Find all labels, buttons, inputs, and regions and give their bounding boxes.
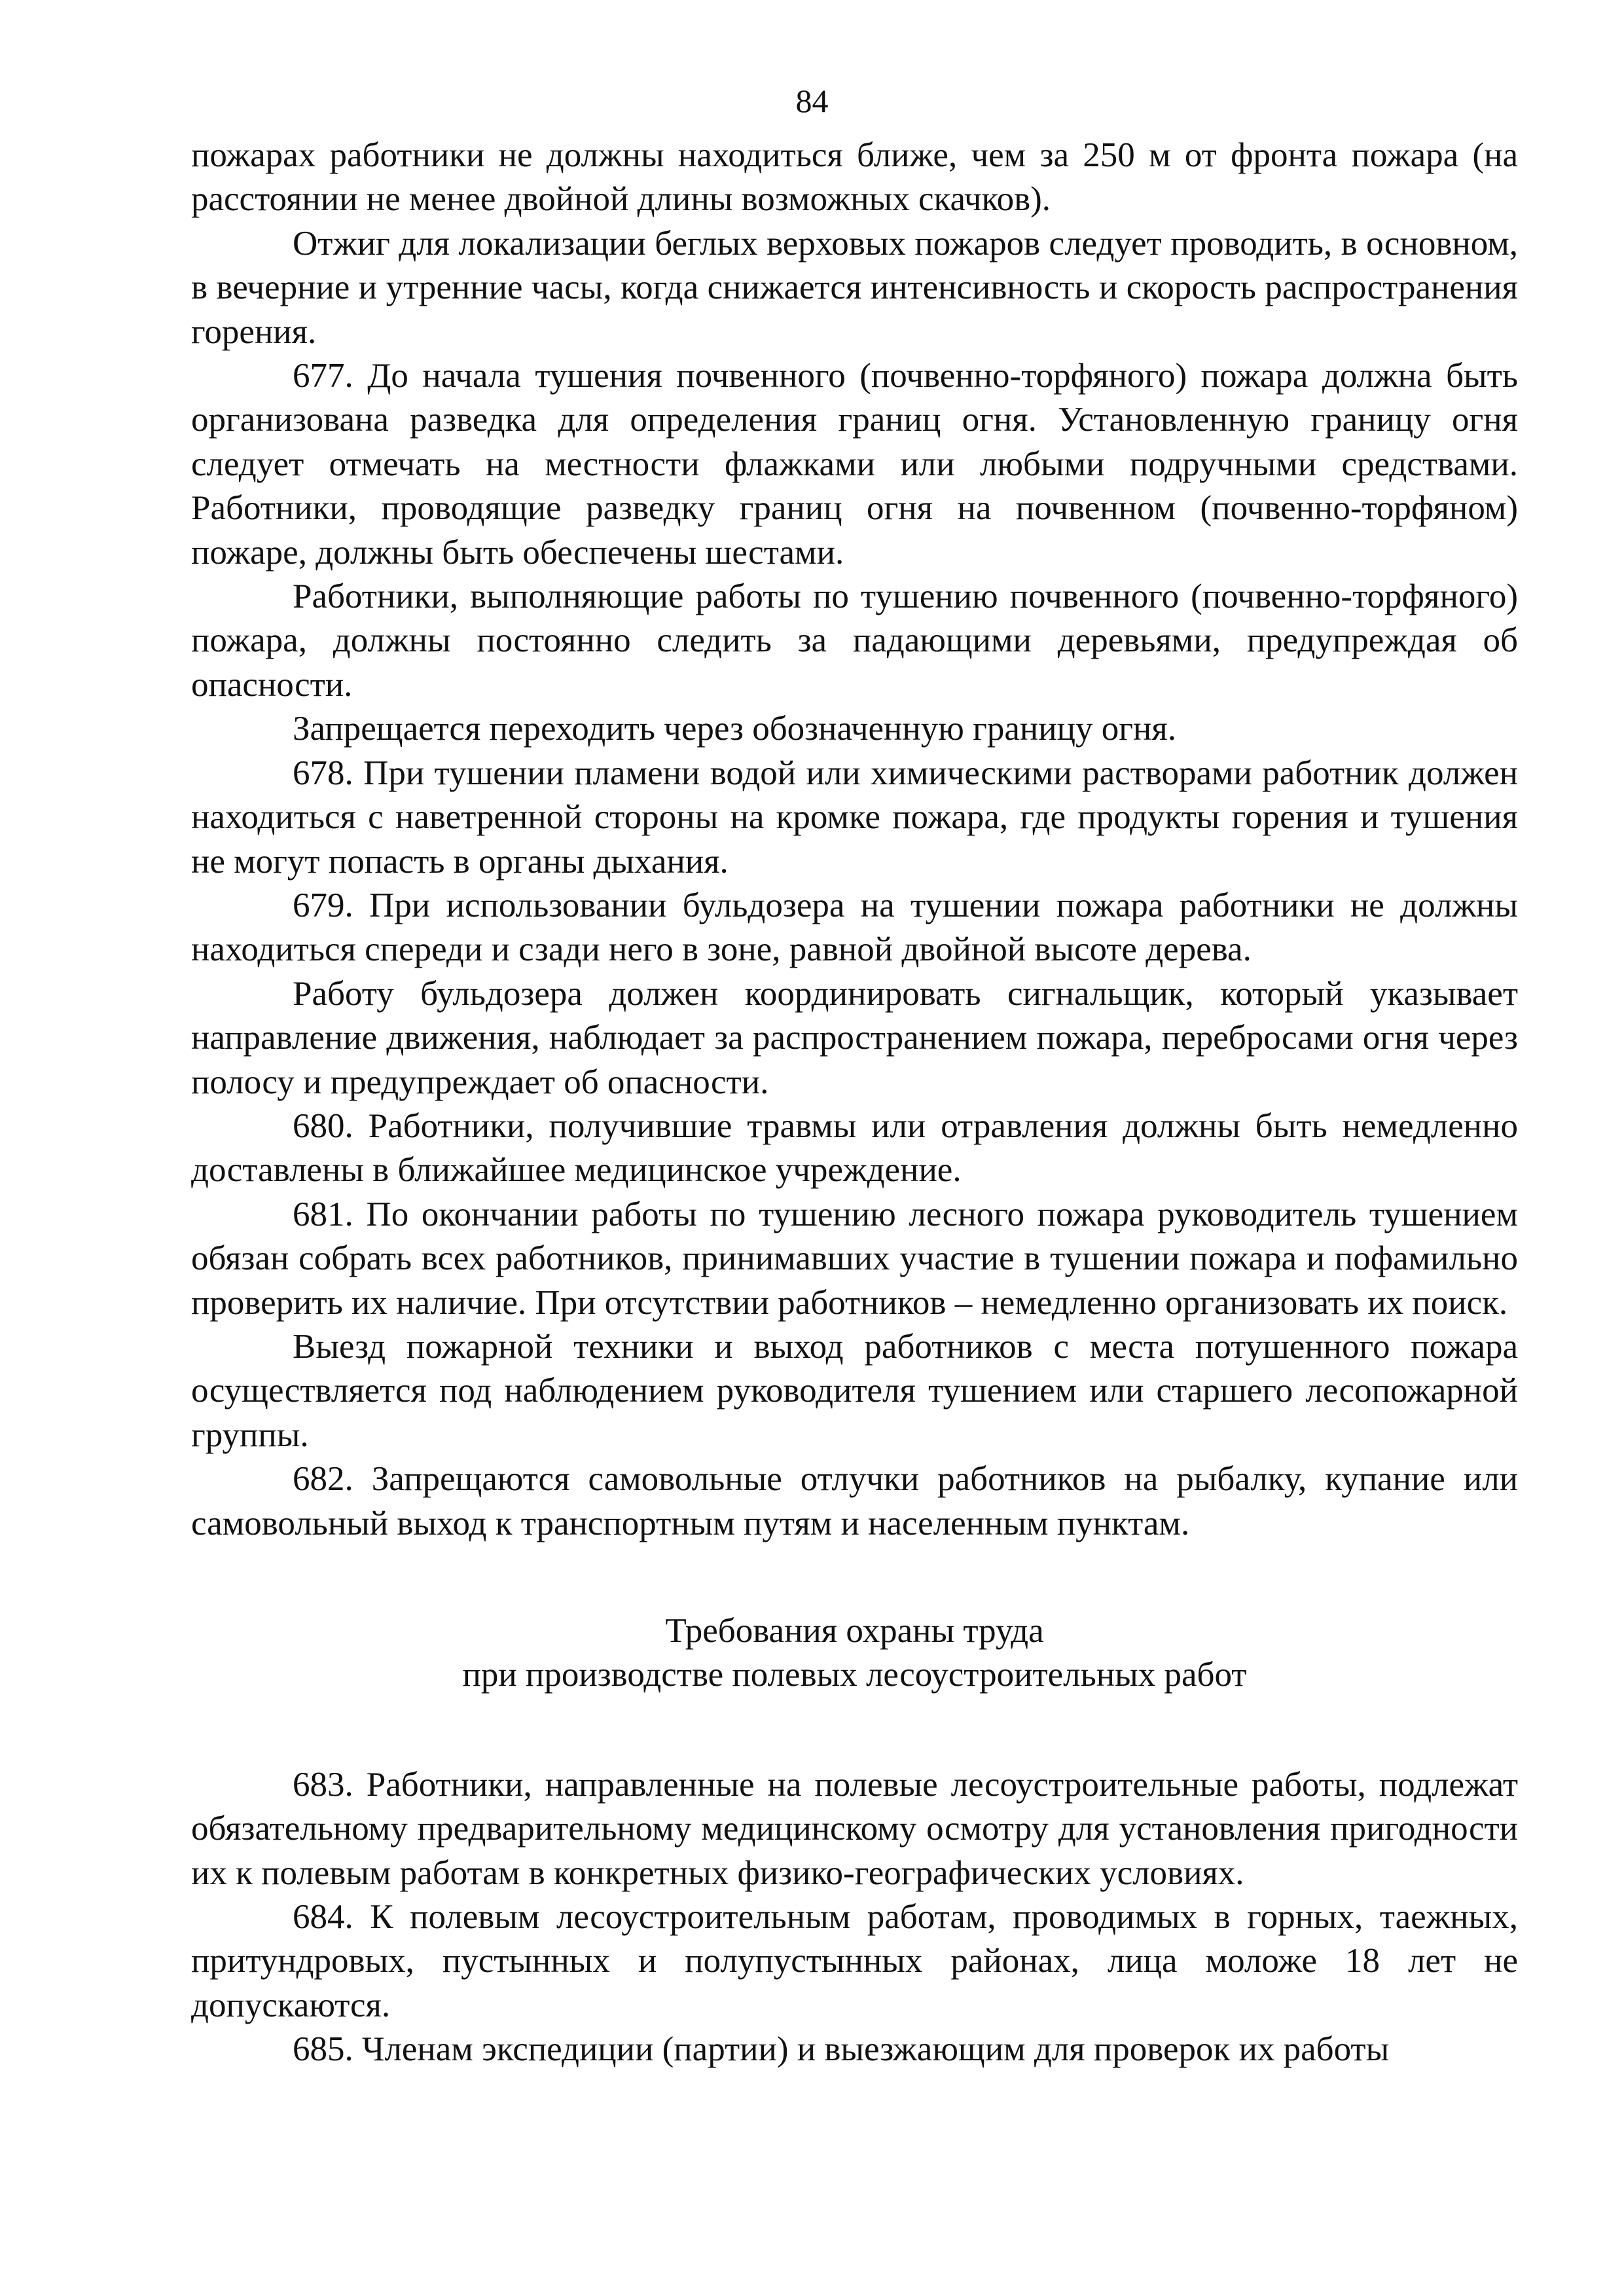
paragraph: 683. Работники, направленные на полевые лесоустроительные работы, подлежат обязательному предварительному медицинскому осмотру для установления пригодности их к полевым работам в конкретных физико-географических условиях. [191, 1765, 1518, 1892]
paragraph: 682. Запрещаются самовольные отлучки работников на рыбалку, купание или самовольный выход к транспортным путям и населенным пунктам. [191, 1460, 1518, 1542]
paragraph: Запрещается переходить через обозначенную границу огня. [293, 710, 1176, 748]
section-heading-line-2: при производстве полевых лесоустроительных работ [462, 1656, 1247, 1694]
paragraph: Отжиг для локализации беглых верховых пожаров следует проводить, в основном, в вечерние и утренние часы, когда снижается интенсивность и скорость распространения горения. [191, 224, 1518, 351]
paragraph: 680. Работники, получившие травмы или отравления должны быть немедленно доставлены в ближайшее медицинское учреждение. [191, 1106, 1518, 1190]
paragraph: 678. При тушении пламени водой или химическими растворами работник должен находиться с наветренной стороны на кромке пожара, где продукты горения и тушения не могут попасть в органы дыхания. [191, 754, 1518, 881]
paragraph: 684. К полевым лесоустроительным работам, проводимых в горных, таежных, притундровых, пустынных и полупустынных районах, лица моложе 18 лет не допускаются. [191, 1898, 1518, 2024]
paragraph: Выезд пожарной техники и выход работников с места потушенного пожара осуществляется под наблюдением руководителя тушением или старшего лесопожарной группы. [191, 1327, 1518, 1454]
page-number: 84 [795, 82, 829, 119]
section-heading [191, 1609, 1518, 1698]
paragraph: 677. До начала тушения почвенного (почвенно-торфяного) пожара должна быть организована разведка для определения границ огня. Установленную границу огня следует отмечать на местности флажками или любыми подручными средствами. Работники, проводящие разведку границ огня на почвенном (почвенно-торфяном) пожаре, должны быть обеспечены шестами. [191, 357, 1518, 572]
paragraph: пожарах работники не должны находиться ближе, чем за 250 м от фронта пожара (на расстоянии не менее двойной длины возможных скачков). [191, 136, 1518, 219]
paragraph: Работники, выполняющие работы по тушению почвенного (почвенно-торфяного) пожара, должны постоянно следить за падающими деревьями, предупреждая об опасности. [191, 577, 1518, 704]
paragraph: 681. По окончании работы по тушению лесного пожара руководитель тушением обязан собрать всех работников, принимавших участие в тушении пожара и пофамильно проверить их наличие. При отсутствии работников – немедленно организовать их поиск. [191, 1195, 1518, 1322]
paragraph: 679. При использовании бульдозера на тушении пожара работники не должны находиться спереди и сзади него в зоне, равной двойной высоте дерева. [191, 886, 1518, 969]
document-body [191, 134, 1518, 2072]
paragraph: 685. Членам экспедиции (партии) и выезжающим для проверок их работы [293, 2030, 1390, 2069]
section-heading-line-1: Требования охраны труда [665, 1612, 1044, 1650]
paragraph: Работу бульдозера должен координировать сигнальщик, который указывает направление движения, наблюдает за распространением пожара, перебросами огня через полосу и предупреждает об опасности. [191, 974, 1518, 1101]
